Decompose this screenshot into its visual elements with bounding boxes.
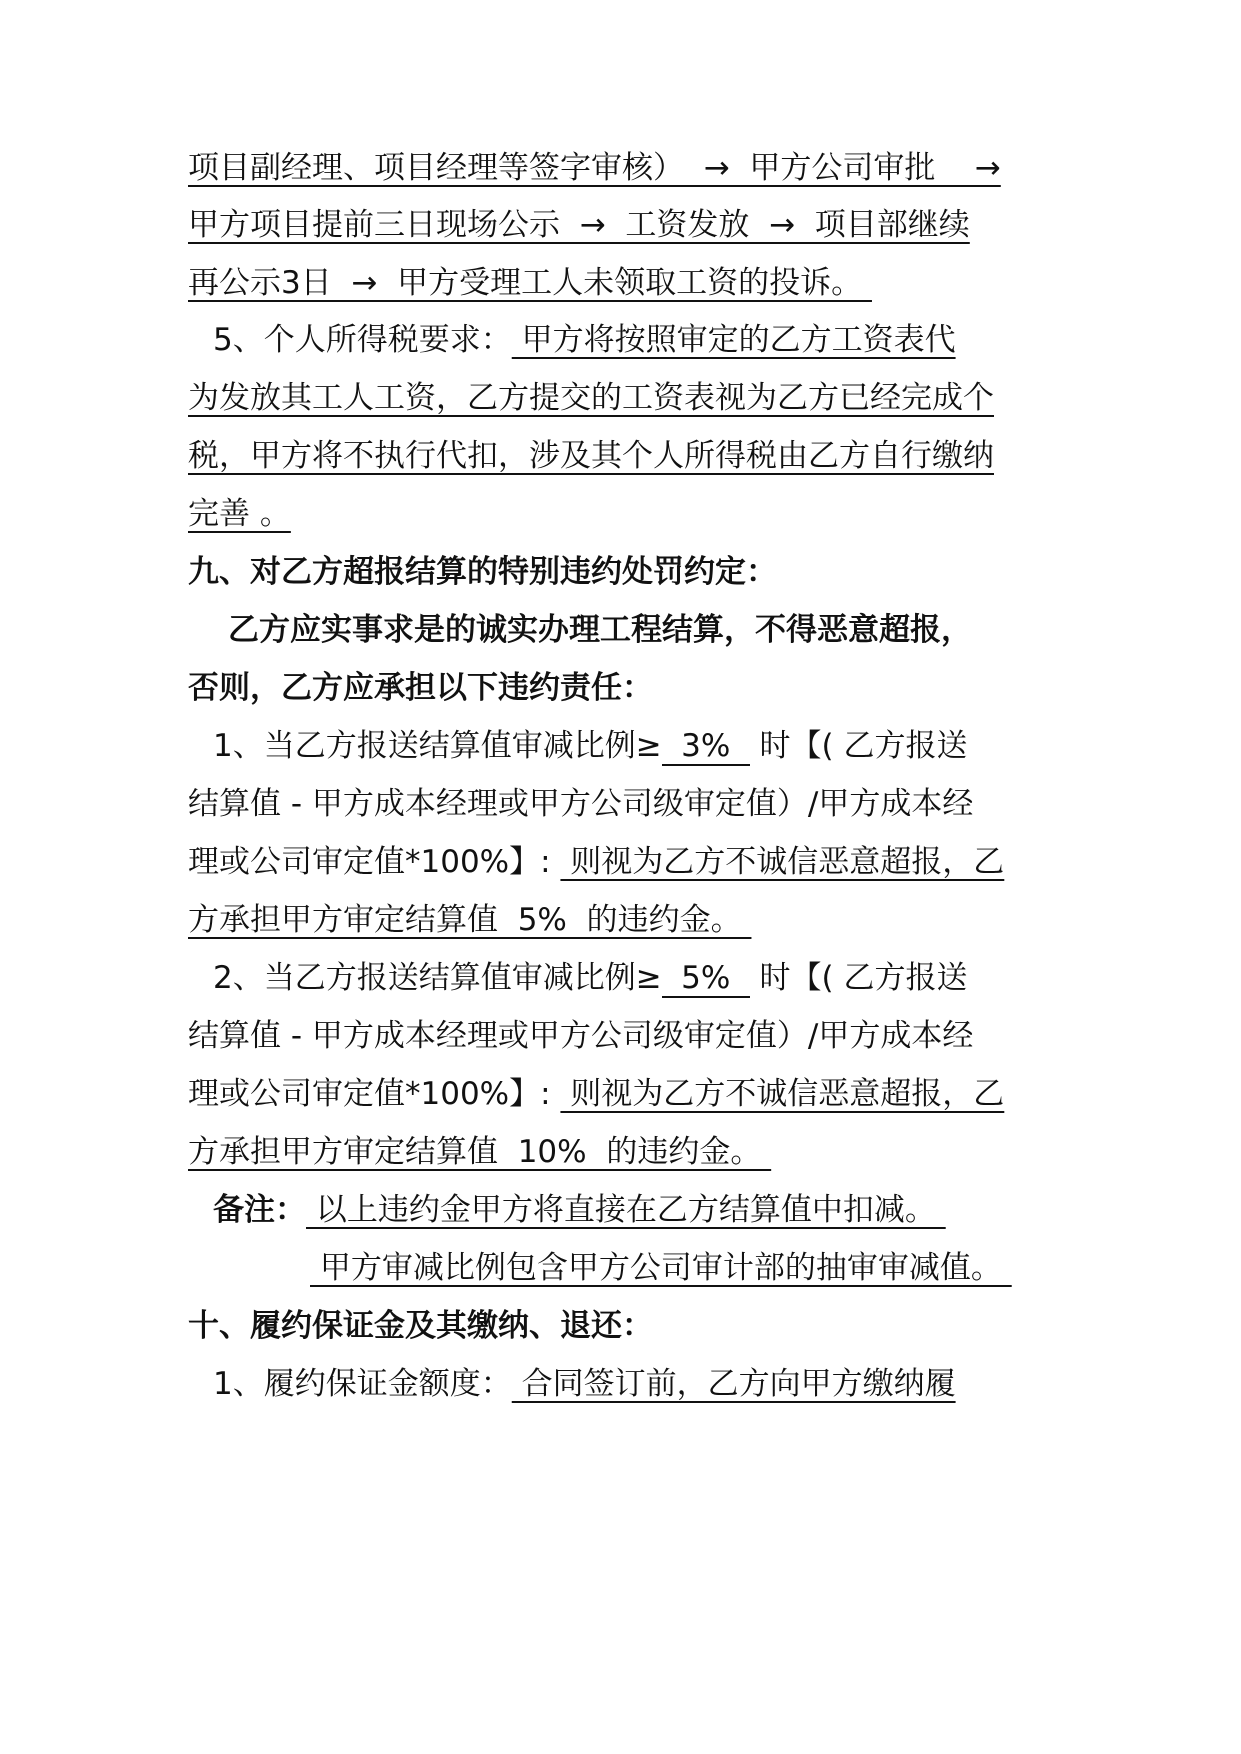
clause-text: 则视为乙方不诚信恶意超报，乙: [560, 1076, 1005, 1112]
clause-text: 理或公司审定值*100%】:: [188, 1076, 561, 1112]
text-line: 完善 。: [188, 496, 291, 532]
text-line: 方承担甲方审定结算值 10% 的违约金。: [188, 1134, 772, 1170]
section-heading-10: 十、履约保证金及其缴纳、退还：: [188, 1308, 653, 1344]
tax-requirement-label: 5、个人所得税要求：: [213, 322, 512, 358]
section-paragraph: 乙方应实事求是的诚实办理工程结算，不得恶意超报，: [228, 612, 972, 648]
clause-2-line: [213, 956, 968, 1000]
note-line: [213, 1188, 946, 1232]
section-heading-9: 九、对乙方超报结算的特别违约处罚约定：: [188, 554, 777, 590]
clause-text: 则视为乙方不诚信恶意超报，乙: [560, 844, 1005, 880]
tax-requirement-line: [213, 318, 956, 362]
text-line: 结算值 - 甲方成本经理或甲方公司级审定值）/甲方成本经: [188, 786, 974, 822]
ratio-blank: 5%: [662, 958, 750, 998]
clause-2-penalty-line: [188, 1072, 1004, 1116]
text-line: 税，甲方将不执行代扣，涉及其个人所得税由乙方自行缴纳: [188, 438, 994, 474]
text-line: 结算值 - 甲方成本经理或甲方公司级审定值）/甲方成本经: [188, 1018, 974, 1054]
text-line: 为发放其工人工资，乙方提交的工资表视为乙方已经完成个: [188, 380, 994, 416]
clause-text: 时【( 乙方报送: [749, 728, 968, 764]
text-line: 甲方项目提前三日现场公示 → 工资发放 → 项目部继续: [188, 207, 970, 243]
tax-requirement-text: 甲方将按照审定的乙方工资表代: [511, 322, 956, 358]
clause-1-penalty-line: [188, 840, 1004, 884]
clause-text: 2、当乙方报送结算值审减比例≥: [213, 960, 662, 996]
clause-1-line: [213, 724, 968, 768]
note-text: 甲方审减比例包含甲方公司审计部的抽审审减值。: [310, 1250, 1012, 1286]
deposit-text: 合同签订前，乙方向甲方缴纳履: [511, 1366, 956, 1402]
text-line: 项目副经理、项目经理等签字审核） → 甲方公司审批 →: [188, 150, 1001, 186]
text-line: 再公示3日 → 甲方受理工人未领取工资的投诉。: [188, 265, 872, 301]
clause-text: 时【( 乙方报送: [749, 960, 968, 996]
clause-text: 1、当乙方报送结算值审减比例≥: [213, 728, 662, 764]
text-line: 方承担甲方审定结算值 5% 的违约金。: [188, 902, 752, 938]
deposit-label: 1、履约保证金额度：: [213, 1366, 512, 1402]
deposit-line: [213, 1362, 956, 1406]
clause-text: 理或公司审定值*100%】:: [188, 844, 561, 880]
note-text: 以上违约金甲方将直接在乙方结算值中扣减。: [306, 1192, 946, 1228]
note-label: 备注：: [213, 1192, 306, 1228]
ratio-blank: 3%: [662, 726, 750, 766]
section-paragraph: 否则，乙方应承担以下违约责任：: [188, 670, 653, 706]
